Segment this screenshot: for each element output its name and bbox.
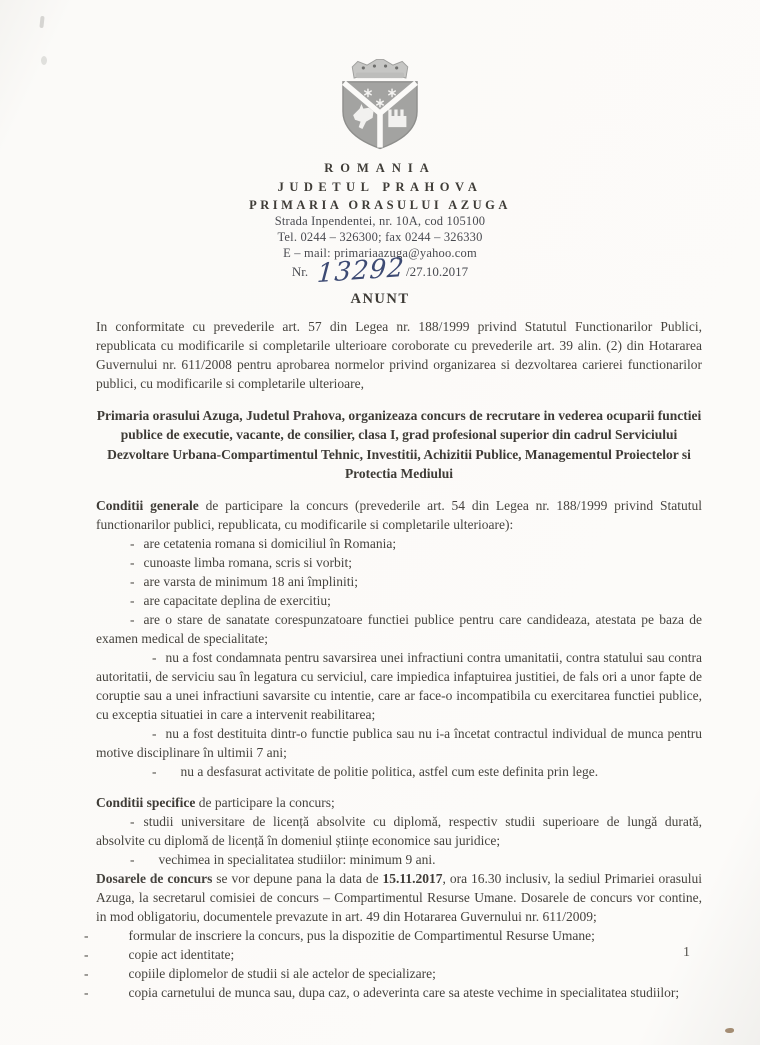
letterhead-email: E – mail: primariaazuga@yahoo.com	[283, 246, 477, 260]
specific-conditions-heading-rest: de participare la concurs;	[195, 794, 335, 810]
letterhead-phone: Tel. 0244 – 326300; fax 0244 – 326330	[277, 230, 483, 244]
dossier-document-item: - copie act identitate;	[84, 946, 235, 962]
bullet-dash: -	[84, 927, 89, 943]
bullet-dash: -	[152, 649, 157, 665]
specific-condition-item: - studii universitare de licență absolvite cu diplomă, respectiv studii superioare de lungă durată, absolvite cu diplomă de licență în domeniul științe economice sau juridice;	[96, 813, 702, 848]
general-condition-item: - are cetatenia romana si domiciliul în Romania;	[130, 535, 397, 551]
general-conditions-heading-rest: de participare la concurs (prevederile art. 54 din Legea nr. 188/1999 privind Statutul functionarilor publici, republicata, cu modificarile si completarile ulterioare):	[96, 497, 702, 532]
general-condition-item: - nu a fost condamnata pentru savarsirea unei infractiuni contra umanitatii, contra statului sau contra autoritatii, de serviciu sau în legatura cu serviciul, care impiedica infaptuirea justitiei, de fals ori a unor fapte de coruptie sau a unei infractiuni savarsite cu intentie, care ar face-o incompatibila cu exercitarea functiei publice, cu exceptia situatiei in care a intervenit reabilitarea;	[96, 649, 702, 722]
scan-artifact-mark	[41, 56, 47, 65]
general-conditions-heading	[96, 496, 702, 534]
general-condition-item: - cunoaste limba romana, scris si vorbit;	[130, 554, 352, 570]
general-condition-item: - are capacitate deplina de exercitiu;	[130, 592, 331, 608]
bullet-dash: -	[84, 965, 89, 981]
announcement-paragraph: Primaria orasului Azuga, Judetul Prahova, organizeaza concurs de recrutare in vederea ocuparii functiei publice de executie, vacante, de consilier, clasa I, grad profesional superior din cadrul Serviciului Dezvoltare Urbana-Compartimentul Tehnic, Investitii, Achizitii Publice, Managementul Proiectelor si Protectia Mediului	[96, 407, 702, 481]
coat-of-arms-icon	[324, 54, 436, 154]
bullet-dash: -	[130, 573, 135, 589]
bullet-dash: -	[130, 813, 135, 829]
shield-icon	[343, 82, 417, 149]
mural-crown-icon	[352, 60, 408, 79]
bullet-dash: -	[84, 946, 89, 962]
letterhead-institution: PRIMARIA ORASULUI AZUGA	[249, 198, 511, 212]
page-number: 1	[683, 945, 690, 960]
document-title: ANUNT	[350, 290, 410, 307]
registration-number-handwritten: 13292	[316, 252, 406, 289]
dossier-deadline-date: 15.11.2017	[382, 870, 443, 886]
bullet-dash: -	[130, 554, 135, 570]
document-body	[84, 317, 703, 1002]
specific-condition-item: - vechimea in specialitatea studiilor: minimum 9 ani.	[130, 851, 436, 867]
general-condition-item: - are varsta de minimum 18 ani împliniti;	[130, 573, 358, 589]
intro-paragraph: In conformitate cu prevederile art. 57 din Legea nr. 188/1999 privind Statutul Functionarilor Publici, republicata cu modificarile si completarile ulterioare coroborate cu prevederile art. 39 alin. (2) din Hotararea Guvernului nr. 611/2008 pentru aprobarea normelor privind organizarea si dezvoltarea carierei functionarilor publici, cu modificarile si completarile ulterioare,	[96, 318, 702, 391]
bullet-dash: -	[130, 535, 135, 551]
letterhead-country: ROMANIA	[324, 161, 436, 175]
bullet-dash: -	[84, 984, 89, 1000]
specific-conditions-heading-bold: Conditii specifice	[96, 794, 196, 810]
bullet-dash: -	[130, 611, 135, 627]
bullet-dash: -	[130, 851, 135, 867]
general-condition-item: - nu a fost destituita dintr-o functie publica sau nu i-a încetat contractul individual de munca pentru motive disciplinare în ultimii 7 ani;	[96, 725, 702, 760]
letterhead-county: JUDETUL PRAHOVA	[277, 179, 483, 194]
specific-conditions-heading	[96, 793, 702, 812]
scan-speck	[725, 1028, 734, 1033]
registration-label: Nr.	[291, 263, 309, 279]
dossier-document-item: - copia carnetului de munca sau, dupa caz, o adeverinta care sa ateste vechime in specialitatea studiilor;	[84, 984, 680, 1000]
bullet-dash: -	[130, 592, 135, 608]
general-conditions-heading-bold: Conditii generale	[96, 497, 199, 513]
bullet-dash: -	[152, 763, 157, 779]
letterhead	[0, 0, 760, 289]
dossier-heading-bold: Dosarele de concurs	[96, 870, 213, 886]
dossier-paragraph: Dosarele de concurs se vor depune pana la data de 15.11.2017, ora 16.30 inclusiv, la sediul Primariei orasului Azuga, la secretarul comisiei de concurs – Compartimentul Resurse Umane. Dosarele de concurs vor contine, in mod obligatoriu, documentele prevazute in art. 49 din Hotararea Guvernului nr. 611/2009;	[96, 870, 703, 924]
dossier-document-item: - copiile diplomelor de studii si ale actelor de specializare;	[84, 965, 436, 981]
bullet-dash: -	[152, 725, 157, 741]
registration-date: /27.10.2017	[406, 263, 469, 279]
general-condition-item: - nu a desfasurat activitate de politie politica, astfel cum este definita prin lege.	[152, 763, 599, 779]
letterhead-address: Strada Inpendentei, nr. 10A, cod 105100	[274, 214, 486, 228]
general-condition-item: - are o stare de sanatate corespunzatoare functiei publice pentru care candideaza, atestata pe baza de examen medical de specialitate;	[96, 611, 702, 646]
dossier-document-item: - formular de inscriere la concurs, pus la dispozitie de Compartimentul Resurse Umane;	[84, 927, 595, 943]
